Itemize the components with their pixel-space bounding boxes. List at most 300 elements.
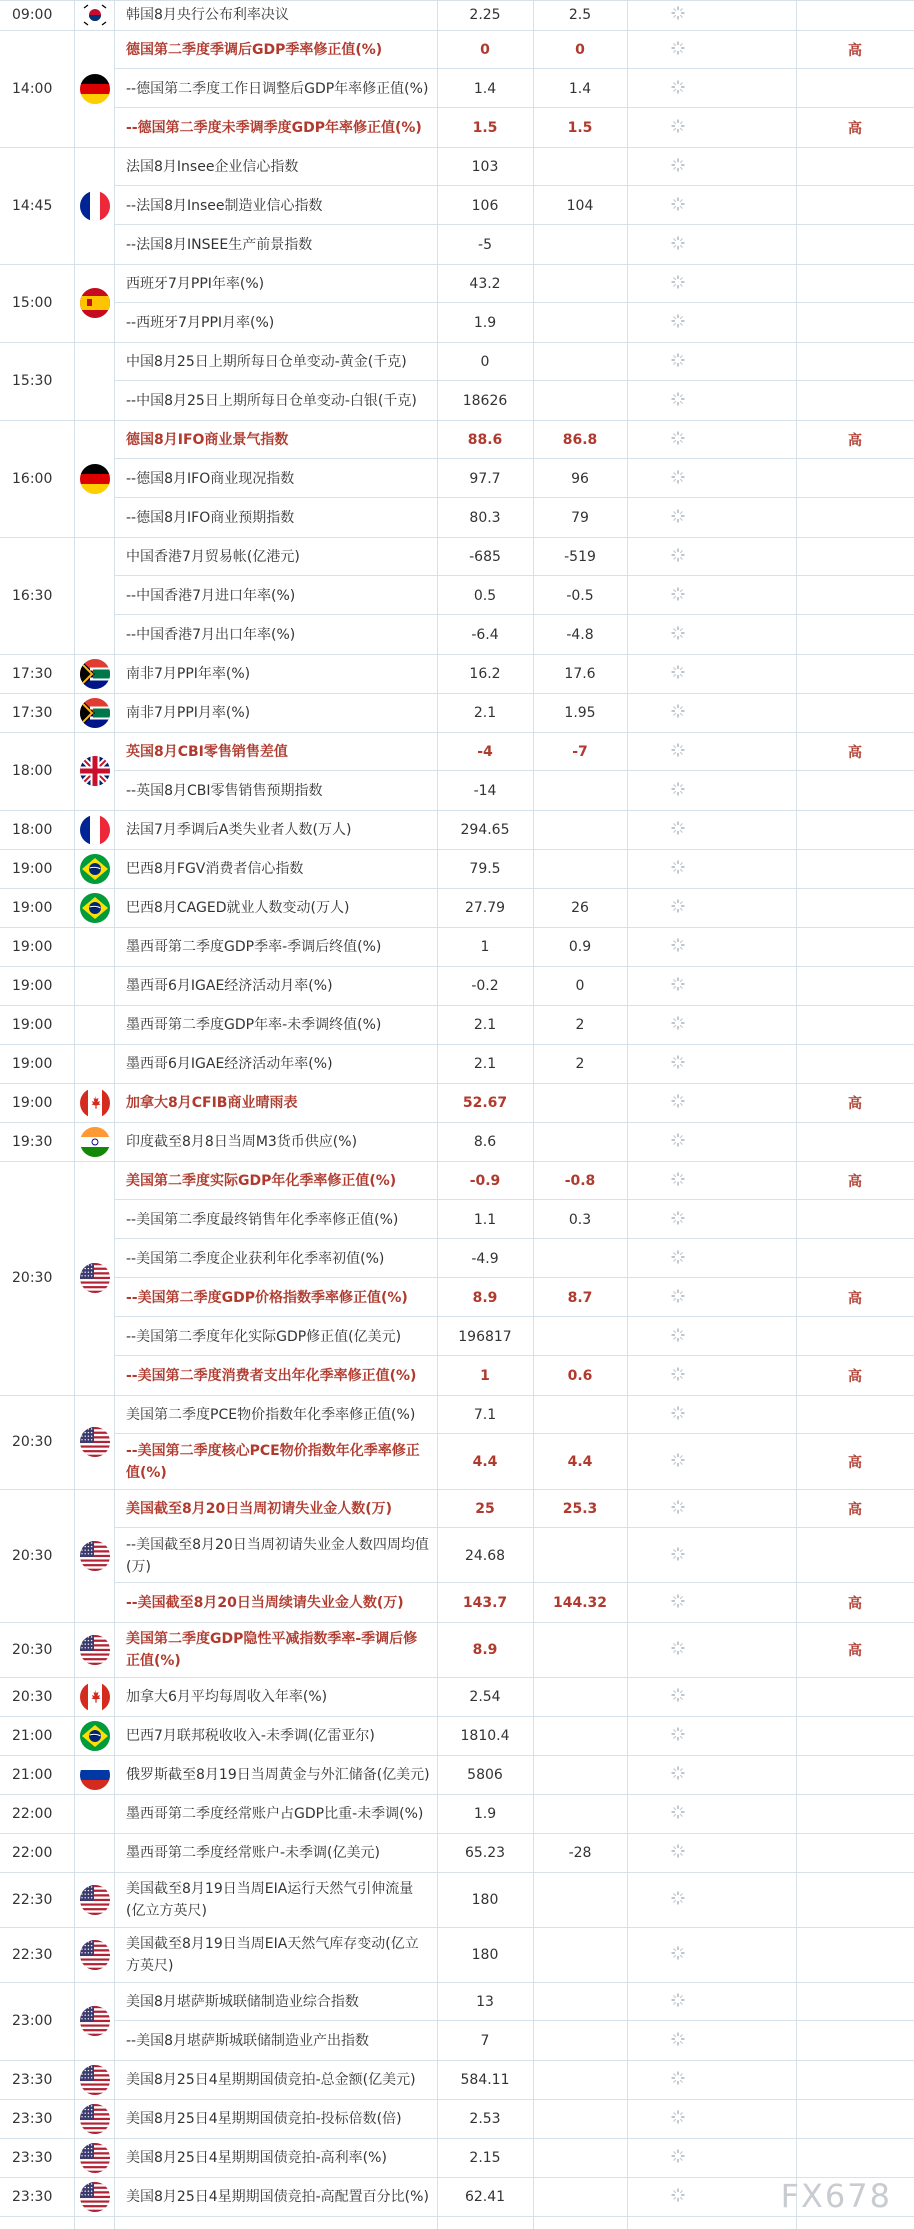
event-name[interactable]: 印度截至8月8日当周M3货币供应(%) [126,1133,358,1150]
loading-spinner-icon [671,1593,685,1607]
previous-value: -0.9 [469,1172,501,1189]
group-divider [0,732,914,733]
loading-spinner-icon [671,586,685,600]
us-flag-icon [80,1885,110,1915]
loading-spinner-icon [671,1992,685,2006]
event-name[interactable]: 加拿大6月平均每周收入年率(%) [126,1688,328,1705]
za-flag-icon [80,659,110,689]
forecast-value: -28 [568,1844,592,1861]
loading-spinner-icon [671,391,685,405]
event-time: 22:30 [12,1946,53,1963]
forecast-value: 79 [571,509,589,526]
group-divider [0,342,914,343]
forecast-value: 2 [575,1016,585,1033]
loading-spinner-icon [671,547,685,561]
event-name[interactable]: 南非7月PPI月率(%) [126,704,251,721]
importance-badge: 高 [848,120,862,137]
loading-spinner-icon [671,79,685,93]
event-time: 20:30 [12,1547,53,1564]
group-divider [0,1005,914,1006]
previous-value: 62.41 [464,2188,506,2205]
importance-badge: 高 [848,1290,862,1307]
event-time: 09:00 [12,7,53,23]
event-name[interactable]: 德国8月IFO商业景气指数 [126,431,289,448]
event-name[interactable]: --中国香港7月进口年率(%) [126,587,296,604]
importance-badge: 高 [848,1368,862,1385]
importance-badge: 高 [848,42,862,59]
forecast-value: -4.8 [566,626,594,643]
forecast-value [533,1677,627,1716]
ca-flag-icon [80,1682,110,1712]
loading-spinner-icon [671,742,685,756]
previous-value: -4.9 [471,1250,499,1267]
event-name[interactable]: 美国8月25日4星期期国债竞拍-总金额(亿美元) [126,2071,416,2088]
previous-value: 18626 [462,392,508,409]
us-flag-icon [80,2143,110,2173]
forecast-value [533,342,627,381]
group-divider [0,1489,914,1490]
us-flag-icon [80,2104,110,2134]
loading-spinner-icon [671,2148,685,2162]
group-divider [0,1395,914,1396]
loading-spinner-icon [671,1765,685,1779]
loading-spinner-icon [671,1804,685,1818]
group-divider [0,1755,914,1756]
previous-value: 1810.4 [460,1727,510,1744]
previous-value: 2.1 [473,1016,497,1033]
previous-value: -0.2 [471,977,499,994]
loading-spinner-icon [671,1726,685,1740]
forecast-value [533,1395,627,1434]
group-divider [0,810,914,811]
event-name[interactable]: 墨西哥6月IGAE经济活动月率(%) [126,977,333,994]
za-flag-icon [80,698,110,728]
forecast-value [533,1927,627,1982]
group-divider [0,1872,914,1873]
loading-spinner-icon [671,976,685,990]
us-flag-icon [80,1635,110,1665]
event-time: 21:00 [12,1766,53,1783]
loading-spinner-icon [671,118,685,132]
event-time: 20:30 [12,1641,53,1658]
event-name[interactable]: --法国8月INSEE生产前景指数 [126,236,313,253]
forecast-value [533,1716,627,1755]
group-divider [0,849,914,850]
event-name[interactable]: --美国8月堪萨斯城联储制造业产出指数 [126,2032,370,2049]
previous-value: 24.68 [464,1547,506,1564]
column-divider [627,0,628,2229]
watermark: FX678 [780,2177,892,2215]
event-name[interactable]: --美国截至8月20日当周续请失业金人数(万) [126,1594,404,1611]
importance-badge: 高 [848,1501,862,1518]
event-name[interactable]: 巴西7月联邦税收收入-未季调(亿雷亚尔) [126,1727,375,1744]
previous-value: 7 [480,2032,490,2049]
group-divider [0,30,914,31]
loading-spinner-icon [671,1288,685,1302]
previous-value: -5 [478,236,492,253]
event-time: 22:30 [12,1891,53,1908]
event-time: 19:00 [12,860,53,877]
previous-value: 43.2 [469,275,501,292]
previous-value: 143.7 [462,1594,508,1611]
loading-spinner-icon [671,1327,685,1341]
group-divider [0,537,914,538]
previous-value: 7.1 [473,1406,497,1423]
forecast-value [533,1622,627,1677]
group-divider [0,2060,914,2061]
forecast-value [533,1982,627,2021]
loading-spinner-icon [671,820,685,834]
event-time: 23:30 [12,2071,53,2088]
previous-value: 5806 [467,1766,503,1783]
previous-value: 16.2 [469,665,501,682]
column-divider [533,0,534,2229]
event-name[interactable]: 加拿大8月CFIB商业晴雨表 [126,1094,298,1111]
previous-value: 4.4 [472,1453,498,1470]
forecast-value: -7 [572,743,588,760]
loading-spinner-icon [671,1843,685,1857]
event-name[interactable]: 中国8月25日上期所每日仓单变动-黄金(千克) [126,353,407,370]
importance-badge: 高 [848,1642,862,1659]
group-divider [0,888,914,889]
de-flag-icon [80,464,110,494]
group-divider [0,2177,914,2178]
loading-spinner-icon [671,2187,685,2201]
event-name[interactable]: 美国截至8月19日当周EIA天然气库存变动(亿立方英尺) [126,1935,419,1974]
event-time: 17:30 [12,704,53,721]
event-name[interactable]: --德国8月IFO商业预期指数 [126,509,295,526]
group-divider [0,420,914,421]
loading-spinner-icon [671,2070,685,2084]
group-divider [0,1161,914,1162]
previous-value: 1.9 [473,1805,497,1822]
event-name[interactable]: --法国8月Insee制造业信心指数 [126,197,323,214]
event-name[interactable]: 巴西8月CAGED就业人数变动(万人) [126,899,350,916]
forecast-value: 0.6 [567,1367,593,1384]
previous-value: 65.23 [464,1844,506,1861]
previous-value: 52.67 [462,1094,508,1111]
column-divider [437,0,438,2229]
event-time: 23:30 [12,2188,53,2205]
us-flag-icon [80,2182,110,2212]
previous-value: 13 [476,1993,494,2010]
de-flag-icon [80,74,110,104]
importance-badge: 高 [848,1454,862,1471]
event-time: 19:30 [12,1133,53,1150]
previous-value: -14 [473,782,497,799]
forecast-value [533,2177,627,2216]
event-name[interactable]: 英国8月CBI零售销售差值 [126,743,288,760]
loading-spinner-icon [671,157,685,171]
previous-value: 8.9 [472,1641,498,1658]
forecast-value [533,1794,627,1833]
previous-value: 196817 [458,1328,512,1345]
forecast-value [533,2060,627,2099]
previous-value: 8.6 [473,1133,497,1150]
forecast-value [533,264,627,303]
forecast-value: 17.6 [564,665,596,682]
event-name[interactable]: 美国8月25日4星期期国债竞拍-高配置百分比(%) [126,2188,429,2205]
event-time: 16:30 [12,587,53,604]
loading-spinner-icon [671,1366,685,1380]
importance-badge: 高 [848,1173,862,1190]
event-name[interactable]: --德国8月IFO商业现况指数 [126,470,295,487]
event-name[interactable]: 南非7月PPI年率(%) [126,665,251,682]
loading-spinner-icon [671,469,685,483]
group-divider [0,1622,914,1623]
event-name[interactable]: 墨西哥第二季度经常账户-未季调(亿美元) [126,1844,380,1861]
loading-spinner-icon [671,1054,685,1068]
group-divider [0,147,914,148]
group-divider [0,1677,914,1678]
event-name[interactable]: 墨西哥6月IGAE经济活动年率(%) [126,1055,333,1072]
previous-value: 25 [475,1500,495,1517]
loading-spinner-icon [671,1171,685,1185]
previous-value: 1.5 [472,119,498,136]
event-time: 20:30 [12,1688,53,1705]
event-name[interactable]: 美国第二季度GDP隐性平减指数季率-季调后修正值(%) [126,1630,418,1669]
group-divider [0,2099,914,2100]
event-name[interactable]: 墨西哥第二季度经常账户占GDP比重-未季调(%) [126,1805,424,1822]
event-time: 23:30 [12,2149,53,2166]
forecast-value [533,1872,627,1927]
loading-spinner-icon [671,1093,685,1107]
previous-value: 1.9 [473,314,497,331]
fr-flag-icon [80,815,110,845]
previous-value: 2.1 [473,704,497,721]
forecast-value: 144.32 [552,1594,608,1611]
br-flag-icon [80,854,110,884]
previous-value: 1 [480,1367,490,1384]
group-divider [0,927,914,928]
forecast-value [533,771,627,810]
event-name[interactable]: 美国8月25日4星期期国债竞拍-高利率(%) [126,2149,387,2166]
event-name[interactable]: 美国8月25日4星期期国债竞拍-投标倍数(倍) [126,2110,402,2127]
loading-spinner-icon [671,508,685,522]
event-time: 17:30 [12,665,53,682]
event-name[interactable]: 法国8月Insee企业信心指数 [126,158,299,175]
forecast-value: 0 [575,977,585,994]
column-divider [796,0,797,2229]
loading-spinner-icon [671,937,685,951]
loading-spinner-icon [671,1452,685,1466]
previous-value: 0 [480,41,490,58]
event-name[interactable]: --美国第二季度最终销售年化季率修正值(%) [126,1211,399,1228]
previous-value: 8.9 [472,1289,498,1306]
loading-spinner-icon [671,1499,685,1513]
forecast-value: 0.3 [568,1211,592,1228]
loading-spinner-icon [671,625,685,639]
us-flag-icon [80,1427,110,1457]
event-name[interactable]: 法国7月季调后A类失业者人数(万人) [126,821,352,838]
previous-value: 2.54 [469,1688,501,1705]
loading-spinner-icon [671,352,685,366]
previous-value: 0 [480,353,490,370]
previous-value: 106 [471,197,499,214]
forecast-value [533,1755,627,1794]
event-time: 19:00 [12,977,53,994]
loading-spinner-icon [671,430,685,444]
group-divider [0,1716,914,1717]
event-time: 22:00 [12,1844,53,1861]
event-name[interactable]: --中国8月25日上期所每日仓单变动-白银(千克) [126,392,417,409]
event-time: 15:30 [12,373,53,389]
forecast-value: 1.95 [564,704,596,721]
forecast-value: 25.3 [562,1500,598,1517]
forecast-value: 1.4 [568,80,592,97]
event-name[interactable]: --英国8月CBI零售销售预期指数 [126,782,323,799]
previous-value: 80.3 [469,509,501,526]
event-name[interactable]: 美国截至8月20日当周初请失业金人数(万) [126,1500,393,1517]
fr-flag-icon [80,191,110,221]
event-time: 22:00 [12,1805,53,1822]
loading-spinner-icon [671,898,685,912]
loading-spinner-icon [671,1132,685,1146]
previous-value: -685 [469,548,501,565]
loading-spinner-icon [671,1210,685,1224]
loading-spinner-icon [671,664,685,678]
forecast-value: 2 [575,1055,585,1072]
previous-value: 79.5 [469,860,501,877]
us-flag-icon [80,1940,110,1970]
event-name[interactable]: 美国第二季度实际GDP年化季率修正值(%) [126,1172,397,1189]
previous-value: 97.7 [469,470,501,487]
loading-spinner-icon [671,274,685,288]
event-name[interactable]: --美国第二季度消费者支出年化季率修正值(%) [126,1367,417,1384]
group-divider [0,2216,914,2217]
event-name[interactable]: --德国第二季度未季调季度GDP年率修正值(%) [126,119,422,136]
forecast-value [533,849,627,888]
event-time: 23:00 [12,2013,53,2029]
forecast-value: 1.5 [567,119,593,136]
ru-flag-icon [80,1760,110,1790]
previous-value: 1.4 [473,80,497,97]
previous-value: -4 [477,743,493,760]
forecast-value: 86.8 [562,431,598,448]
column-divider [114,0,115,2229]
loading-spinner-icon [671,1015,685,1029]
loading-spinner-icon [671,2031,685,2045]
previous-value: 2.15 [469,2149,501,2166]
event-time: 14:00 [12,80,53,97]
previous-value: 103 [471,158,499,175]
br-flag-icon [80,893,110,923]
group-divider [0,1122,914,1123]
forecast-value: 0.9 [568,938,592,955]
forecast-value [533,225,627,264]
event-name[interactable]: 中国香港7月贸易帐(亿港元) [126,548,300,565]
event-name[interactable]: 墨西哥第二季度GDP年率-未季调终值(%) [126,1016,382,1033]
event-name[interactable]: 美国第二季度PCE物价指数年化季率修正值(%) [126,1406,416,1423]
loading-spinner-icon [671,1945,685,1959]
event-name[interactable]: --美国第二季度年化实际GDP修正值(亿美元) [126,1328,402,1345]
loading-spinner-icon [671,40,685,54]
group-divider [0,0,914,1]
es-flag-icon [80,288,110,318]
group-divider [0,693,914,694]
group-divider [0,1927,914,1928]
previous-value: 2.53 [469,2110,501,2127]
forecast-value: 2.5 [568,7,592,23]
event-time: 15:00 [12,295,53,311]
event-name[interactable]: 墨西哥第二季度GDP季率-季调后终值(%) [126,938,382,955]
loading-spinner-icon [671,859,685,873]
importance-badge: 高 [848,1595,862,1612]
event-time: 14:45 [12,197,53,214]
us-flag-icon [80,1541,110,1571]
event-name[interactable]: --美国第二季度核心PCE物价指数年化季率修正值(%) [126,1442,420,1481]
event-name[interactable]: --美国第二季度企业获利年化季率初值(%) [126,1250,385,1267]
event-name[interactable]: 美国8月堪萨斯城联储制造业综合指数 [126,1993,359,2010]
forecast-value [533,1317,627,1356]
previous-value: 88.6 [467,431,503,448]
forecast-value: -0.5 [566,587,594,604]
group-divider [0,1044,914,1045]
forecast-value: 4.4 [567,1453,593,1470]
forecast-value: -0.8 [564,1172,596,1189]
loading-spinner-icon [671,1687,685,1701]
event-time: 20:30 [12,1270,53,1286]
forecast-value: 8.7 [567,1289,593,1306]
forecast-value [533,1083,627,1122]
group-divider [0,966,914,967]
forecast-value [533,147,627,186]
event-name[interactable]: --美国截至8月20日当周初请失业金人数四周均值(万) [126,1536,429,1575]
event-name[interactable]: --中国香港7月出口年率(%) [126,626,296,643]
event-name[interactable]: 美国截至8月19日当周EIA运行天然气引伸流量(亿立方英尺) [126,1880,414,1919]
loading-spinner-icon [671,235,685,249]
previous-value: 27.79 [464,899,506,916]
event-name[interactable]: 巴西8月FGV消费者信心指数 [126,860,304,877]
us-flag-icon [80,2065,110,2095]
loading-spinner-icon [671,703,685,717]
br-flag-icon [80,1721,110,1751]
forecast-value [533,2021,627,2060]
event-time: 19:00 [12,1094,53,1111]
group-divider [0,1982,914,1983]
column-divider [74,0,75,2229]
event-time: 19:00 [12,1016,53,1033]
event-time: 23:30 [12,2110,53,2127]
ca-flag-icon [80,1088,110,1118]
event-name[interactable]: 西班牙7月PPI年率(%) [126,275,265,292]
group-divider [0,1833,914,1834]
us-flag-icon [80,1263,110,1293]
kr-flag-icon [80,0,110,30]
importance-badge: 高 [848,432,862,449]
event-name[interactable]: --西班牙7月PPI月率(%) [126,314,275,331]
event-name[interactable]: 德国第二季度季调后GDP季率修正值(%) [126,41,383,58]
event-name[interactable]: --德国第二季度工作日调整后GDP年率修正值(%) [126,80,429,97]
event-name[interactable]: 俄罗斯截至8月19日当周黄金与外汇储备(亿美元) [126,1766,430,1783]
uk-flag-icon [80,756,110,786]
importance-badge: 高 [848,744,862,761]
previous-value: 584.11 [460,2071,510,2088]
importance-badge: 高 [848,1095,862,1112]
forecast-value [533,1239,627,1278]
loading-spinner-icon [671,313,685,327]
event-time: 20:30 [12,1434,53,1450]
previous-value: 294.65 [460,821,510,838]
event-name[interactable]: --美国第二季度GDP价格指数季率修正值(%) [126,1289,408,1306]
event-time: 18:00 [12,763,53,779]
group-divider [0,1794,914,1795]
event-name[interactable]: 韩国8月央行公布利率决议 [126,7,289,23]
previous-value: 180 [471,1946,499,1963]
group-divider [0,2138,914,2139]
forecast-value [533,1122,627,1161]
group-divider [0,264,914,265]
